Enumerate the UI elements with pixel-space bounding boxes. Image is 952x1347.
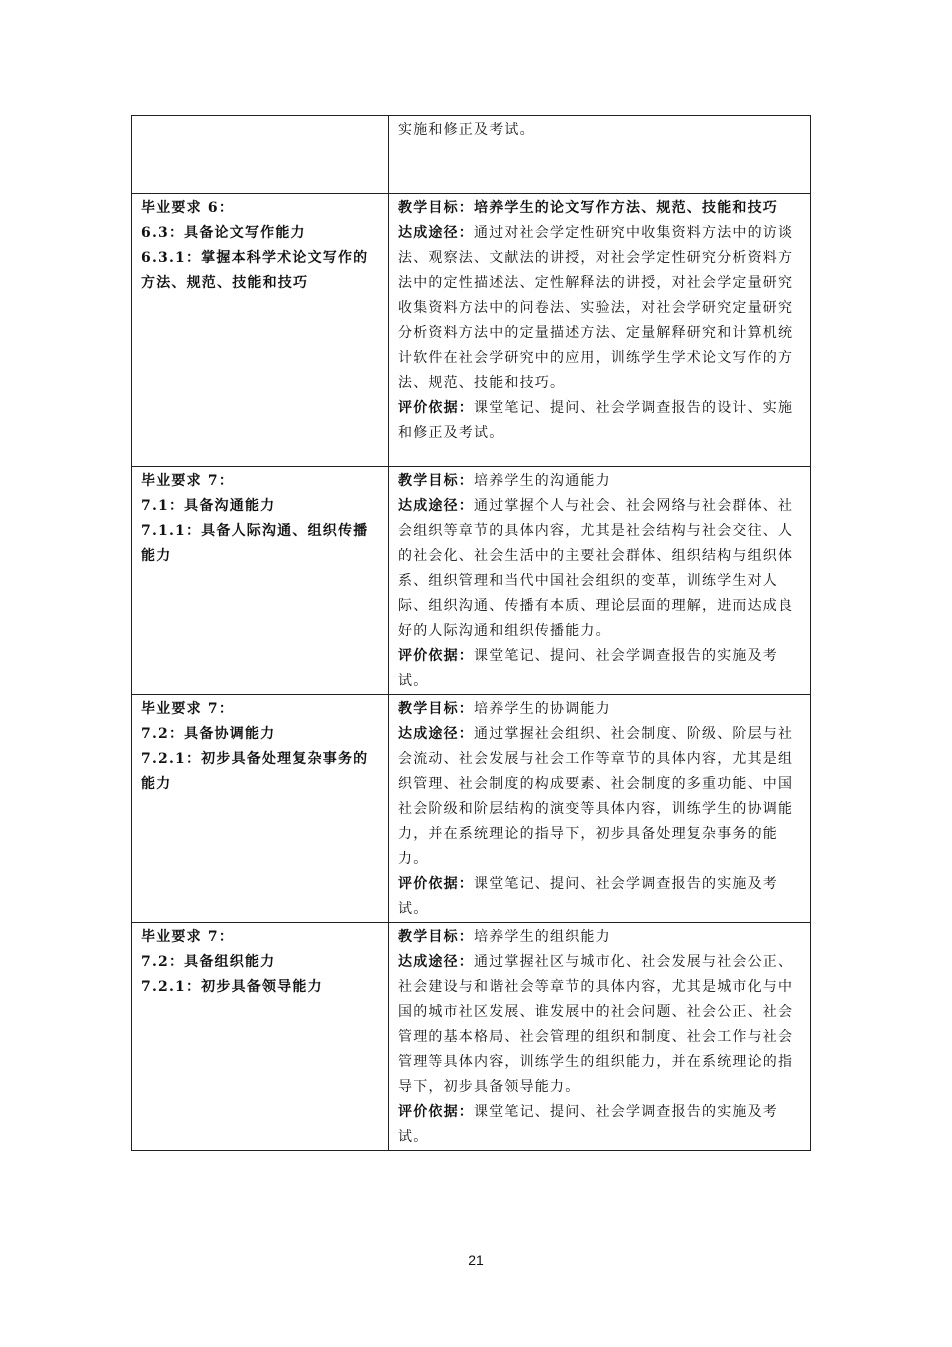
path-text: 通过对社会学定性研究中收集资料方法中的访谈法、观察法、文献法的讲授，对社会学定性研究分析资料方法中的定性描述法、定性解释法的讲授，对社会学定量研究收集资料方法中的问卷法、实验法，对社会学研究定量研究分析资料方法中的定量描述方法、定量解释研究和计算机统计软件在社会学研究中的应用，训练学生学术论文写作的方法、规范、技能和技巧。: [398, 225, 794, 391]
requirement-cell: [132, 194, 389, 467]
eval-text: 课堂笔记、提问、社会学调查报告的实施及考试。: [398, 648, 778, 689]
requirement-sub: 7.1：具备沟通能力: [141, 498, 276, 514]
goal-text: 培养学生的组织能力: [474, 929, 611, 945]
path-label: 达成途径：: [398, 954, 474, 970]
requirement-detail: 7.2.1：初步具备领导能力: [141, 979, 323, 995]
path-text: 通过掌握社区与城市化、社会发展与社会公正、社会建设与和谐社会等章节的具体内容，尤其是城市化与中国的城市社区发展、谁发展中的社会问题、社会公正、社会管理的基本格局、社会管理的组织和制度、社会工作与社会管理等具体内容，训练学生的组织能力，并在系统理论的指导下，初步具备领导能力。: [398, 954, 794, 1095]
requirement-title: 毕业要求 7：: [141, 929, 235, 945]
goal-label: 教学目标：: [398, 200, 474, 216]
target-cell: [389, 923, 811, 1151]
requirement-cell: [132, 695, 389, 923]
table-row: [132, 116, 811, 194]
path-label: 达成途径：: [398, 726, 474, 742]
requirement-detail: 7.2.1：初步具备处理复杂事务的能力: [141, 751, 369, 792]
requirement-sub: 7.2：具备组织能力: [141, 954, 276, 970]
eval-text: 课堂笔记、提问、社会学调查报告的设计、实施和修正及考试。: [398, 400, 794, 441]
target-cell: [389, 116, 811, 194]
table-row: [132, 923, 811, 1151]
page-number: 21: [468, 1252, 484, 1268]
target-cell: [389, 467, 811, 695]
path-text: 通过掌握社会组织、社会制度、阶级、阶层与社会流动、社会发展与社会工作等章节的具体内容，尤其是组织管理、社会制度的构成要素、社会制度的多重功能、中国社会阶级和阶层结构的演变等具体内容，训练学生的协调能力，并在系统理论的指导下，初步具备处理复杂事务的能力。: [398, 726, 794, 867]
eval-label: 评价依据：: [398, 1104, 474, 1120]
requirement-cell: [132, 467, 389, 695]
continuation-text: 实施和修正及考试。: [398, 122, 535, 138]
eval-label: 评价依据：: [398, 400, 474, 416]
requirement-cell: [132, 116, 389, 194]
goal-text: 培养学生的协调能力: [474, 701, 611, 717]
requirement-sub: 7.2：具备协调能力: [141, 726, 276, 742]
requirement-detail: 7.1.1：具备人际沟通、组织传播能力: [141, 523, 369, 564]
target-cell: [389, 695, 811, 923]
target-cell: [389, 194, 811, 467]
requirement-title: 毕业要求 6：: [141, 200, 235, 216]
goal-text: 培养学生的论文写作方法、规范、技能和技巧: [474, 200, 778, 216]
path-text: 通过掌握个人与社会、社会网络与社会群体、社会组织等章节的具体内容，尤其是社会结构与社会交往、人的社会化、社会生活中的主要社会群体、组织结构与组织体系、组织管理和当代中国社会组织的变革，训练学生对人际、组织沟通、传播有本质、理论层面的理解，进而达成良好的人际沟通和组织传播能力。: [398, 498, 794, 639]
path-label: 达成途径：: [398, 498, 474, 514]
goal-text: 培养学生的沟通能力: [474, 473, 611, 489]
requirement-title: 毕业要求 7：: [141, 473, 235, 489]
eval-text: 课堂笔记、提问、社会学调查报告的实施及考试。: [398, 1104, 778, 1145]
table-row: [132, 194, 811, 467]
goal-label: 教学目标：: [398, 929, 474, 945]
eval-label: 评价依据：: [398, 648, 474, 664]
eval-label: 评价依据：: [398, 876, 474, 892]
goal-label: 教学目标：: [398, 473, 474, 489]
table-row: [132, 695, 811, 923]
eval-text: 课堂笔记、提问、社会学调查报告的实施及考试。: [398, 876, 778, 917]
path-label: 达成途径：: [398, 225, 474, 241]
requirement-cell: [132, 923, 389, 1151]
requirement-sub: 6.3：具备论文写作能力: [141, 225, 306, 241]
table-row: [132, 467, 811, 695]
requirement-detail: 6.3.1：掌握本科学术论文写作的方法、规范、技能和技巧: [141, 250, 369, 291]
goal-label: 教学目标：: [398, 701, 474, 717]
requirements-table: [131, 115, 811, 1151]
requirement-title: 毕业要求 7：: [141, 701, 235, 717]
